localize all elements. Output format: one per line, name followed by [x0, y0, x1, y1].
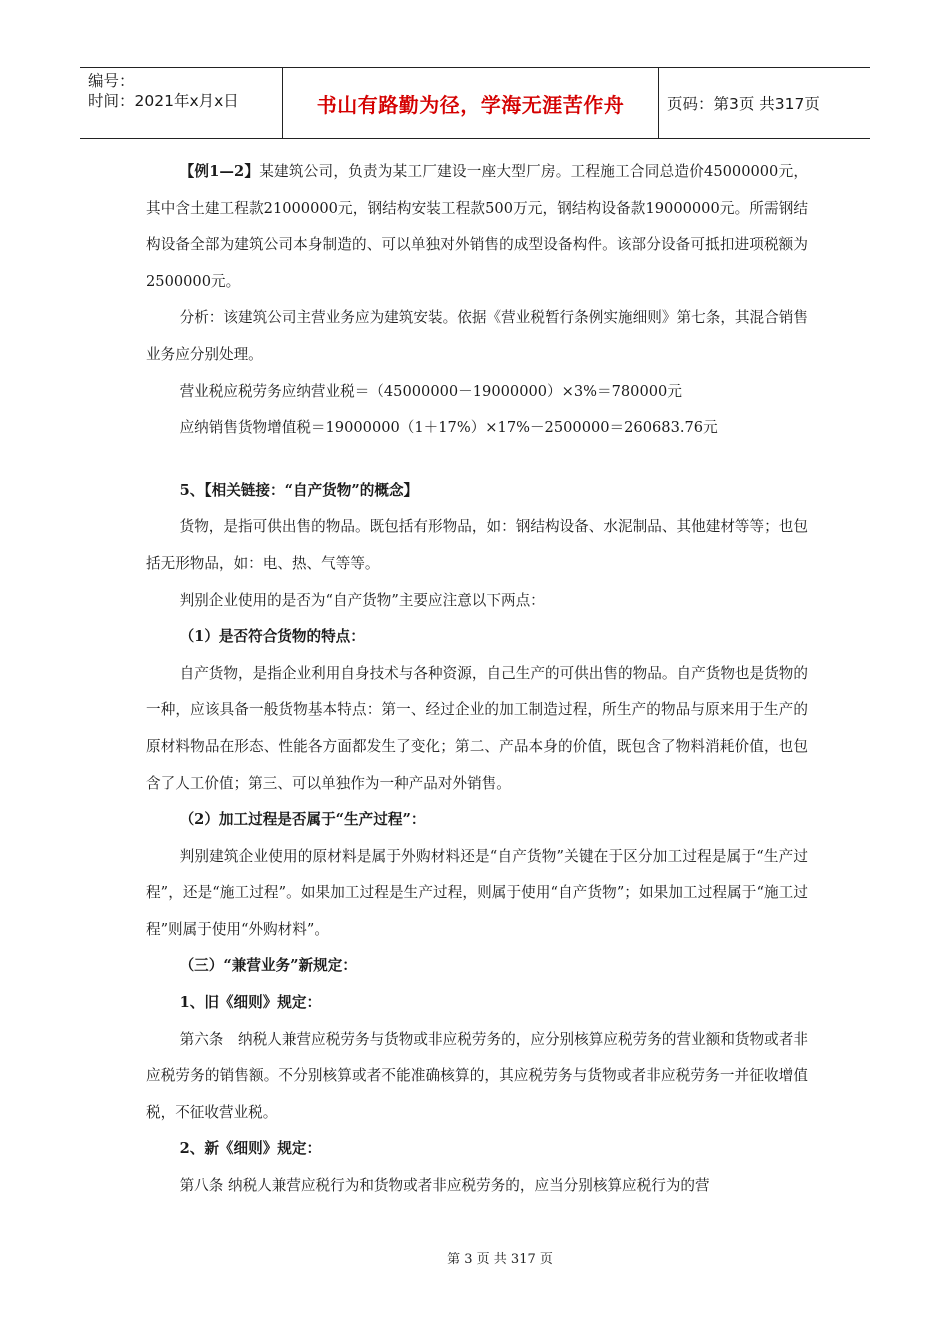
point1-heading: （1）是否符合货物的特点：	[179, 628, 365, 646]
judge-intro: 判别企业使用的是否为“自产货物”主要应注意以下两点：	[179, 591, 545, 609]
point1-paragraph: 自产货物，是指企业利用自身技术与各种资源，自己生产的可供出售的物品。自产货物也是货物的一种，应该具备一般货物基本特点：第一、经过企业的加工制造过程，所生产的物品与原来用于生产的原材料物品在形态、性能各方面都发生了变化；第二、产品本身的价值，既包含了物料消耗价值，也包含了人工价值；第三、可以单独作为一种产品对外销售。	[146, 664, 808, 792]
motto: 书山有路勤为径，学海无涯苦作舟	[316, 92, 625, 117]
page-footer: 第 3 页 共 317 页	[447, 1252, 553, 1267]
formula-business-tax: 营业税应税劳务应纳营业税＝（45000000－19000000）×3%＝780000元	[179, 382, 682, 400]
point2-paragraph: 判别建筑企业使用的原材料是属于外购材料还是“自产货物”关键在于区分加工过程是属于“生产过程”，还是“施工过程”。如果加工过程是生产过程，则属于使用“自产货物”；如果加工过程属于“施工过程”则属于使用“外购材料”。	[146, 847, 808, 938]
new-rule-heading: 2、新《细则》规定：	[179, 1140, 322, 1158]
analysis-paragraph: 分析：该建筑公司主营业务应为建筑安装。依据《营业税暂行条例实施细则》第七条，其混合销售业务应分别处理。	[146, 309, 808, 363]
goods-definition: 货物，是指可供出售的物品。既包括有形物品，如：钢结构设备、水泥制品、其他建材等等；也包括无形物品，如：电、热、气等等。	[146, 518, 808, 572]
page-label: 页码：第3页 共317页	[667, 95, 820, 113]
section5-heading: 5、【相关链接：“自产货物”的概念】	[179, 481, 419, 499]
example-text: 某建筑公司，负责为某工厂建设一座大型厂房。工程施工合同总造价45000000元，其中含土建工程款21000000元，钢结构安装工程款500万元，钢结构设备款19000000元。所需钢结构设备全部为建筑公司本身制造的、可以单独对外销售的成型设备构件。该部分设备可抵扣进项税额为2500000元。	[146, 163, 808, 290]
old-rule-heading: 1、旧《细则》规定：	[179, 994, 322, 1012]
header-meta	[80, 68, 283, 138]
point2-heading: （2）加工过程是否属于“生产过程”：	[179, 811, 426, 829]
example-paragraph	[146, 154, 808, 300]
number-label: 编号：	[88, 72, 135, 90]
old-rule-paragraph: 第六条 纳税人兼营应税劳务与货物或非应税劳务的，应分别核算应税劳务的营业额和货物或者非应税劳务的销售额。不分别核算或者不能准确核算的，其应税劳务与货物或者非应税劳务一并征收增值税，不征收营业税。	[146, 1030, 808, 1121]
page-header	[80, 67, 870, 139]
document-body	[146, 154, 808, 1205]
time-label: 时间：2021年x月x日	[88, 92, 239, 110]
example-title: 【例1—2】	[179, 163, 260, 180]
new-rule-paragraph: 第八条 纳税人兼营应税行为和货物或者非应税劳务的，应当分别核算应税行为的营	[179, 1177, 710, 1195]
header-page-cell	[659, 68, 870, 138]
formula-vat: 应纳销售货物增值税＝19000000（1＋17%）×17%－2500000＝260683.76元	[179, 419, 718, 437]
header-motto-cell	[283, 68, 659, 138]
section3-heading: （三）“兼营业务”新规定：	[179, 957, 357, 975]
